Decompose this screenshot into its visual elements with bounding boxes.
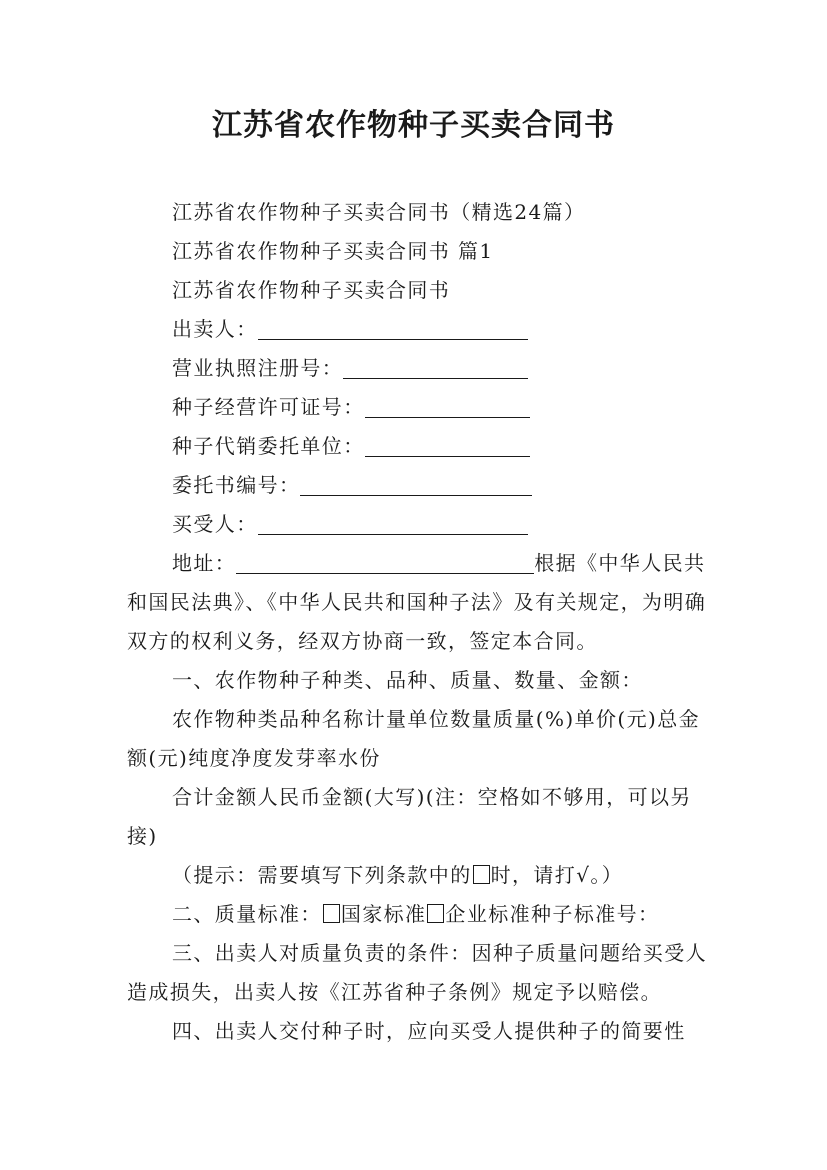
document-title: 江苏省农作物种子买卖合同书 (212, 108, 615, 143)
seed-permit-label: 种子经营许可证号： (172, 395, 365, 419)
clause4-text: 四、出卖人交付种子时，应向买受人提供种子的简要性 (172, 1019, 686, 1043)
hint-prefix: （提示：需要填写下列条款中的 (172, 863, 472, 887)
checkbox-icon (323, 904, 340, 923)
entrust-no-blank (300, 473, 532, 496)
agent-unit-field (127, 427, 712, 466)
seller-label: 出卖人： (172, 317, 258, 341)
document-body (127, 193, 712, 1051)
clause2-prefix: 二、质量标准： (172, 902, 322, 926)
seed-permit-blank (365, 395, 530, 418)
clause1-table-text: 农作物种类品种名称计量单位数量质量(%)单价(元)总金额(元)纯度净度发芽率水份 (127, 707, 701, 770)
address-blank (236, 551, 534, 574)
clause2-national: 国家标准 (340, 902, 427, 926)
license-label: 营业执照注册号： (172, 356, 344, 380)
license-blank (343, 356, 528, 379)
buyer-blank (258, 512, 528, 535)
seller-blank (258, 317, 528, 340)
clause1-total-text: 合计金额人民币金额(大写)(注：空格如不够用，可以另接) (127, 785, 692, 848)
clause3-text: 三、出卖人对质量负责的条件：因种子质量问题给买受人造成损失，出卖人按《江苏省种子条例》规定予以赔偿。 (127, 941, 707, 1004)
intro-text: 根据《中华人民共和国民法典》、《中华人民共和国种子法》及有关规定，为明确双方的权利义务，经双方协商一致，签定本合同。 (127, 551, 707, 653)
agent-unit-label: 种子代销委托单位： (172, 434, 365, 458)
entrust-no-label: 委托书编号： (172, 473, 301, 497)
checkbox-icon (473, 865, 490, 884)
buyer-field (127, 505, 712, 544)
entrust-no-field (127, 466, 712, 505)
address-paragraph (127, 544, 712, 661)
buyer-label: 买受人： (172, 512, 258, 536)
hint-suffix: 时，请打√。） (490, 863, 624, 887)
clause2-enterprise: 企业标准种子标准号： (445, 902, 660, 926)
collection-heading: 江苏省农作物种子买卖合同书（精选24篇） (172, 200, 586, 224)
address-label: 地址： (172, 551, 237, 575)
contract-title: 江苏省农作物种子买卖合同书 (172, 278, 451, 302)
section-heading: 江苏省农作物种子买卖合同书 篇1 (172, 239, 494, 263)
license-field (127, 349, 712, 388)
clause1-heading: 一、农作物种子种类、品种、质量、数量、金额： (172, 668, 643, 692)
seller-field (127, 310, 712, 349)
clause2-paragraph (127, 895, 712, 934)
checkbox-icon (427, 904, 444, 923)
agent-unit-blank (365, 434, 530, 457)
seed-permit-field (127, 388, 712, 427)
hint-paragraph (127, 856, 712, 895)
